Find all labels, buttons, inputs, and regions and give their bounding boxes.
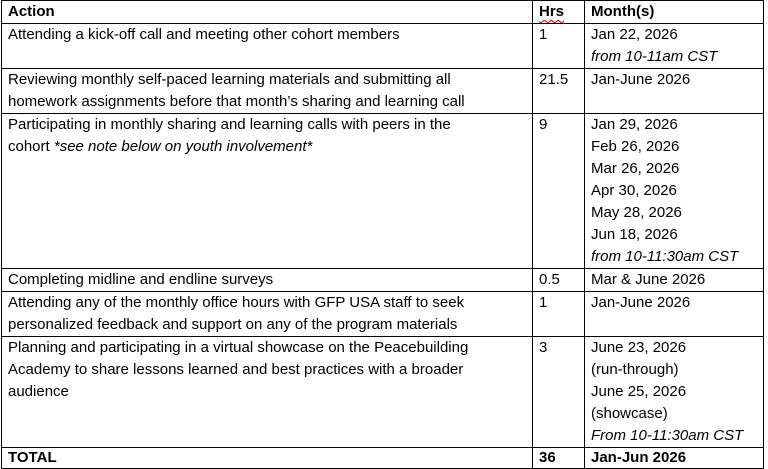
action-cell: [2, 337, 533, 448]
time-note: From 10-11:30am CST: [591, 427, 744, 444]
action-text: audience: [8, 383, 69, 400]
header-months: Month(s): [585, 1, 764, 24]
month-text: June 23, 2026: [591, 339, 687, 356]
action-text: Attending any of the monthly office hours with GFP USA staff to seek: [8, 294, 465, 311]
youth-note: *see note below on youth involvement*: [53, 138, 313, 155]
month-text: Feb 26, 2026: [591, 138, 680, 155]
total-label: TOTAL: [2, 448, 533, 469]
header-hrs: [533, 1, 585, 24]
action-cell: [2, 292, 533, 337]
header-hrs-label: Hrs: [539, 3, 565, 20]
hrs-cell: 0.5: [533, 269, 585, 292]
hrs-cell: 1: [533, 292, 585, 337]
hrs-cell: 3: [533, 337, 585, 448]
action-text: cohort: [8, 138, 54, 155]
time-note: from 10-11am CST: [591, 48, 718, 65]
months-cell: [585, 114, 764, 269]
total-row: [2, 448, 764, 469]
time-note: from 10-11:30am CST: [591, 248, 739, 265]
action-text: homework assignments before that month’s sharing and learning call: [8, 93, 465, 110]
table-row: [2, 69, 764, 114]
month-text: (showcase): [591, 405, 668, 422]
month-text: (run-through): [591, 361, 679, 378]
schedule-table: [1, 0, 764, 469]
table-row: [2, 24, 764, 69]
table-row: [2, 269, 764, 292]
month-text: Jan 22, 2026: [591, 26, 678, 43]
table-row: [2, 337, 764, 448]
total-months: Jan-Jun 2026: [585, 448, 764, 469]
hrs-cell: 9: [533, 114, 585, 269]
months-cell: [585, 69, 764, 114]
months-cell: [585, 269, 764, 292]
action-text: personalized feedback and support on any of the program materials: [8, 316, 458, 333]
table-row: [2, 114, 764, 269]
month-text: Jan-June 2026: [591, 71, 691, 88]
month-text: Jan-June 2026: [591, 294, 691, 311]
action-cell: [2, 114, 533, 269]
action-text: Planning and participating in a virtual showcase on the Peacebuilding: [8, 339, 469, 356]
hrs-cell: 21.5: [533, 69, 585, 114]
header-row: [2, 1, 764, 24]
action-text-line: [8, 136, 526, 158]
month-text: Apr 30, 2026: [591, 182, 677, 199]
action-text: Attending a kick-off call and meeting other cohort members: [8, 26, 400, 43]
action-text: Participating in monthly sharing and learning calls with peers in the: [8, 116, 451, 133]
month-text: May 28, 2026: [591, 204, 682, 221]
months-cell: [585, 292, 764, 337]
action-cell: [2, 269, 533, 292]
table-row: [2, 292, 764, 337]
month-text: Mar & June 2026: [591, 271, 706, 288]
action-text: Reviewing monthly self-paced learning materials and submitting all: [8, 71, 451, 88]
month-text: Mar 26, 2026: [591, 160, 680, 177]
months-cell: [585, 24, 764, 69]
header-action: Action: [2, 1, 533, 24]
total-hrs: 36: [533, 448, 585, 469]
month-text: Jun 18, 2026: [591, 226, 678, 243]
action-cell: [2, 24, 533, 69]
month-text: Jan 29, 2026: [591, 116, 678, 133]
action-cell: [2, 69, 533, 114]
hrs-cell: 1: [533, 24, 585, 69]
months-cell: [585, 337, 764, 448]
action-text: Completing midline and endline surveys: [8, 271, 274, 288]
month-text: June 25, 2026: [591, 383, 687, 400]
action-text: Academy to share lessons learned and best practices with a broader: [8, 361, 464, 378]
